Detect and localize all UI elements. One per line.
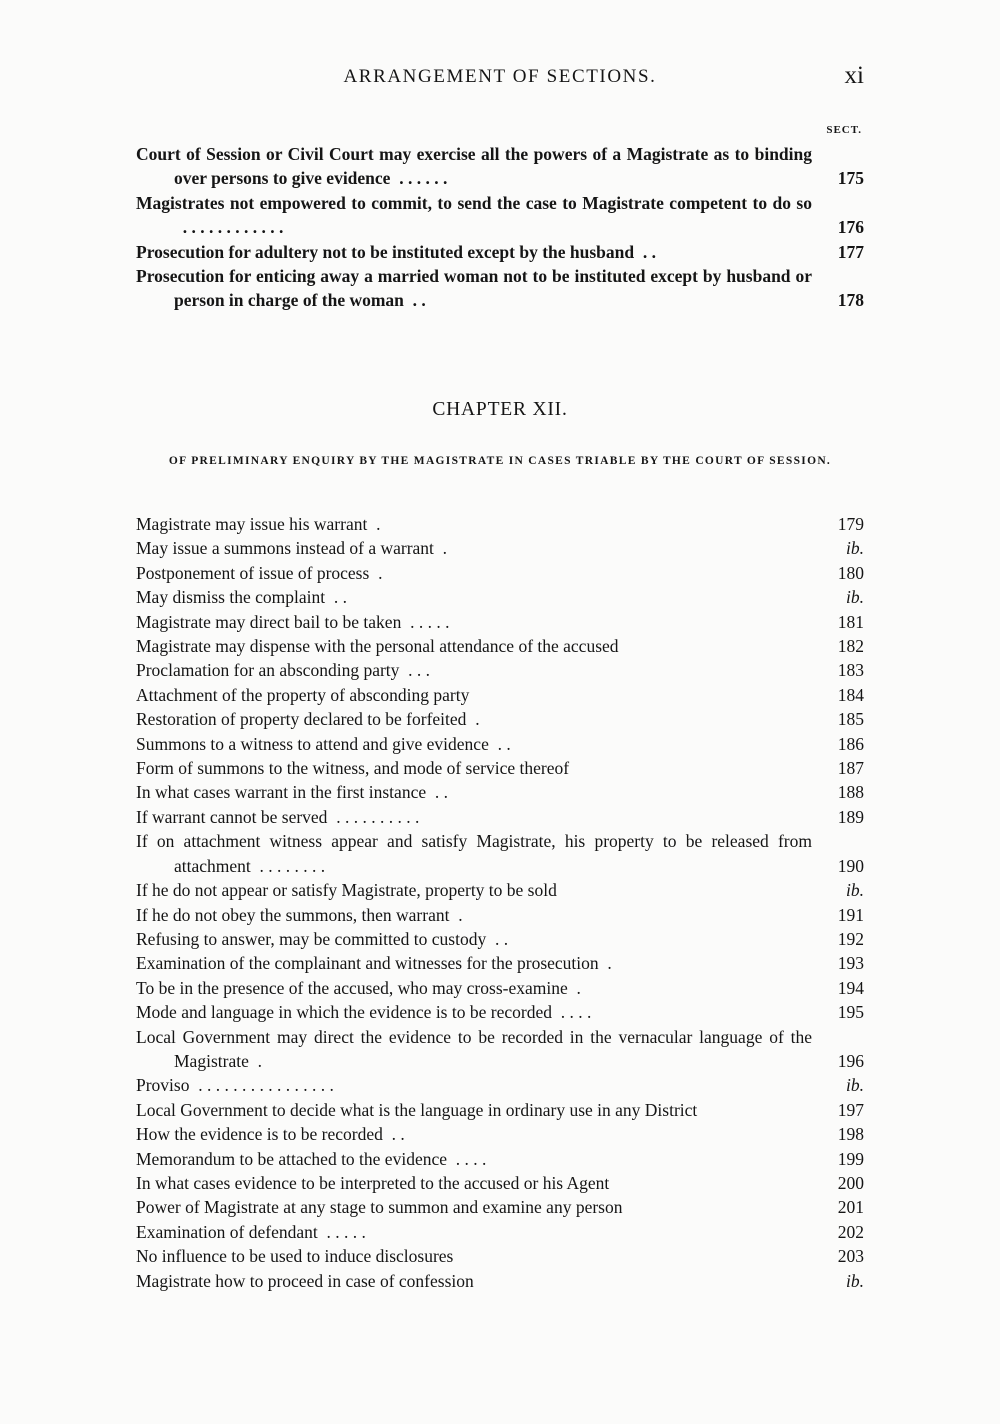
toc-entry-text [136, 1073, 812, 1097]
dot-leader: . . . . [447, 1148, 487, 1169]
entry-title: Magistrate how to proceed in case of confession [136, 1270, 474, 1291]
toc-entry-text [136, 805, 812, 829]
entry-title: No influence to be used to induce disclosures [136, 1246, 454, 1267]
toc-entry [136, 1269, 864, 1293]
section-number: 192 [837, 928, 864, 949]
section-number: 196 [837, 1050, 864, 1071]
section-number: 199 [837, 1148, 864, 1169]
toc-entry-text [136, 732, 812, 756]
dot-leader: . . . . . . [390, 168, 448, 189]
dot-leader: . . . . . . . . . . . . . . . . [189, 1075, 334, 1096]
toc-entry [136, 829, 864, 878]
toc-entry [136, 1244, 864, 1268]
toc-entry [136, 658, 864, 682]
toc-entry [136, 1147, 864, 1171]
toc-entry-text [136, 1025, 812, 1074]
dot-leader: . . . . . [401, 611, 450, 632]
toc-entry-text [136, 142, 812, 191]
toc-entry-text [136, 927, 812, 951]
entry-title: If he do not appear or satisfy Magistrate, property to be sold [136, 880, 557, 901]
toc-entry [136, 780, 864, 804]
toc-entry-text [136, 610, 812, 634]
entry-title: Magistrate may dispense with the personal attendance of the accused [136, 636, 619, 657]
toc-entry [136, 1122, 864, 1146]
toc-entry-text [136, 1269, 812, 1293]
toc-entry [136, 561, 864, 585]
prior-section-list [136, 142, 864, 313]
chapter-section-list [136, 512, 864, 1293]
section-number: 179 [837, 514, 864, 534]
page-number: xi [844, 62, 864, 89]
toc-entry [136, 878, 864, 902]
toc-entry [136, 512, 864, 536]
toc-entry [136, 585, 864, 609]
entry-title: If he do not obey the summons, then warrant [136, 904, 450, 925]
toc-entry-text [136, 1195, 812, 1219]
dot-leader: . [598, 953, 612, 974]
running-header [136, 62, 864, 96]
toc-entry [136, 683, 864, 707]
section-number: ib. [846, 1270, 864, 1291]
entry-title: Summons to a witness to attend and give evidence [136, 733, 489, 754]
toc-entry [136, 1098, 864, 1122]
chapter-title: CHAPTER XII. [432, 399, 568, 420]
entry-title: Prosecution for enticing away a married woman not to be instituted except by husband or person in charge of the woman [136, 266, 812, 311]
toc-entry [136, 264, 864, 313]
toc-entry-text [136, 1147, 812, 1171]
section-number: 180 [837, 562, 864, 583]
dot-leader: . . . . . [317, 1221, 366, 1242]
toc-entry [136, 142, 864, 191]
toc-entry [136, 610, 864, 634]
toc-entry [136, 634, 864, 658]
section-number: ib. [846, 587, 864, 608]
dot-leader: . . [488, 733, 511, 754]
entry-title: Proviso [136, 1075, 190, 1096]
dot-leader: . [248, 1050, 262, 1071]
entry-title: Magistrate may issue his warrant [136, 514, 368, 534]
section-number: 182 [837, 636, 864, 657]
toc-entry [136, 805, 864, 829]
toc-entry [136, 951, 864, 975]
section-number: 186 [837, 733, 864, 754]
dot-leader: . . . . . . . . . . . . [174, 217, 284, 238]
toc-entry [136, 976, 864, 1000]
toc-entry-text [136, 976, 812, 1000]
toc-entry-text [136, 903, 812, 927]
section-number: 203 [837, 1246, 864, 1267]
dot-leader: . . . . [551, 1002, 592, 1023]
entry-title: Memorandum to be attached to the evidence [136, 1148, 447, 1169]
entry-title: Magistrate may direct bail to be taken [136, 611, 402, 632]
toc-entry [136, 732, 864, 756]
section-number: ib. [846, 880, 864, 901]
entry-title: If on attachment witness appear and satisfy Magistrate, his property to be released from attachment [136, 831, 812, 876]
entry-title: How the evidence is to be recorded [136, 1124, 383, 1145]
section-number: ib. [846, 538, 864, 559]
chapter-subtitle: OF PRELIMINARY ENQUIRY BY THE MAGISTRATE IN CASES TRIABLE BY THE COURT OF SESSION. [168, 455, 832, 467]
section-number: 185 [837, 709, 864, 730]
toc-entry [136, 903, 864, 927]
entry-title: To be in the presence of the accused, who may cross-examine [136, 977, 568, 998]
entry-title: Examination of the complainant and witnesses for the prosecution [136, 953, 599, 974]
toc-entry [136, 927, 864, 951]
toc-entry-text [136, 829, 812, 878]
section-number: 178 [837, 290, 864, 311]
entry-title: Court of Session or Civil Court may exercise all the powers of a Magistrate as to binding over persons to give evidence [136, 144, 812, 189]
entry-title: May dismiss the complaint [136, 587, 326, 608]
toc-entry-text [136, 561, 812, 585]
toc-entry [136, 1025, 864, 1074]
dot-leader: . [449, 904, 463, 925]
toc-entry [136, 707, 864, 731]
entry-title: Form of summons to the witness, and mode of service thereof [136, 758, 570, 779]
section-number: 193 [837, 953, 864, 974]
dot-leader: . . [403, 290, 426, 311]
section-number: 183 [837, 660, 864, 681]
toc-entry-text [136, 1171, 812, 1195]
section-number: 197 [837, 1099, 864, 1120]
section-number: 189 [837, 806, 864, 827]
dot-leader: . [367, 514, 381, 534]
toc-entry-text [136, 658, 812, 682]
toc-entry-text [136, 536, 812, 560]
dot-leader: . . [486, 928, 509, 949]
section-number: 188 [837, 782, 864, 803]
section-number: 201 [837, 1197, 864, 1218]
entry-title: Restoration of property declared to be forfeited [136, 709, 467, 730]
section-number: 175 [837, 168, 864, 189]
toc-entry-text [136, 1000, 812, 1024]
entry-title: Attachment of the property of absconding party [136, 684, 470, 705]
entry-title: In what cases evidence to be interpreted to the accused or his Agent [136, 1172, 610, 1193]
section-number: 187 [837, 758, 864, 779]
toc-entry [136, 1000, 864, 1024]
dot-leader: . . . . . . . . [250, 855, 326, 876]
toc-entry-text [136, 780, 812, 804]
toc-entry-text [136, 191, 812, 240]
toc-entry-text [136, 512, 812, 536]
entry-title: If warrant cannot be served [136, 806, 328, 827]
section-number: 190 [837, 855, 864, 876]
toc-entry [136, 191, 864, 240]
toc-entry-text [136, 951, 812, 975]
toc-entry-text [136, 1122, 812, 1146]
section-number: 181 [837, 611, 864, 632]
dot-leader: . [433, 538, 448, 559]
section-number: 191 [837, 904, 864, 925]
toc-entry [136, 1195, 864, 1219]
toc-entry-text [136, 240, 812, 264]
toc-entry-text [136, 634, 812, 658]
entry-title: May issue a summons instead of a warrant [136, 538, 434, 559]
section-number: 184 [837, 684, 864, 705]
entry-title: Postponement of issue of process [136, 562, 370, 583]
dot-leader: . [369, 562, 383, 583]
section-number: 200 [837, 1172, 864, 1193]
entry-title: Local Government may direct the evidence to be recorded in the vernacular language of the Magistrate [136, 1026, 812, 1071]
section-number: ib. [846, 1075, 864, 1096]
toc-entry-text [136, 756, 812, 780]
dot-leader: . . . . . . . . . . [327, 806, 420, 827]
section-number: 195 [837, 1002, 864, 1023]
entry-title: Mode and language in which the evidence is to be recorded [136, 1002, 552, 1023]
section-number: 177 [837, 241, 864, 262]
entry-title: Power of Magistrate at any stage to summon and examine any person [136, 1197, 623, 1218]
toc-entry [136, 536, 864, 560]
entry-title: Refusing to answer, may be committed to custody [136, 928, 487, 949]
toc-entry-text [136, 878, 812, 902]
dot-leader: . . [382, 1124, 405, 1145]
dot-leader: . . [325, 587, 347, 608]
toc-entry [136, 1073, 864, 1097]
dot-leader: . [567, 977, 581, 998]
toc-entry [136, 1171, 864, 1195]
toc-entry-text [136, 1244, 812, 1268]
toc-entry-text [136, 264, 812, 313]
section-number: 202 [837, 1221, 864, 1242]
dot-leader: . . [634, 241, 657, 262]
entry-title: Examination of defendant [136, 1221, 318, 1242]
entry-title: In what cases warrant in the first instance [136, 782, 427, 803]
dot-leader: . [466, 709, 480, 730]
toc-entry [136, 756, 864, 780]
toc-entry [136, 240, 864, 264]
entry-title: Prosecution for adultery not to be instituted except by the husband [136, 241, 635, 262]
toc-entry-text [136, 707, 812, 731]
dot-leader: . . [426, 782, 448, 803]
toc-entry [136, 1220, 864, 1244]
dot-leader: . . . [399, 660, 431, 681]
header-title: ARRANGEMENT OF SECTIONS. [343, 66, 657, 87]
toc-entry-text [136, 1098, 812, 1122]
toc-entry-text [136, 683, 812, 707]
section-number: 176 [837, 217, 864, 238]
entry-title: Local Government to decide what is the language in ordinary use in any District [136, 1099, 698, 1120]
entry-title: Proclamation for an absconding party [136, 660, 400, 681]
entry-title: Magistrates not empowered to commit, to send the case to Magistrate competent to do so [136, 192, 812, 213]
section-number: 198 [837, 1124, 864, 1145]
section-number: 194 [837, 977, 864, 998]
toc-entry-text [136, 585, 812, 609]
sect-column-label: SECT. [826, 124, 862, 136]
toc-entry-text [136, 1220, 812, 1244]
